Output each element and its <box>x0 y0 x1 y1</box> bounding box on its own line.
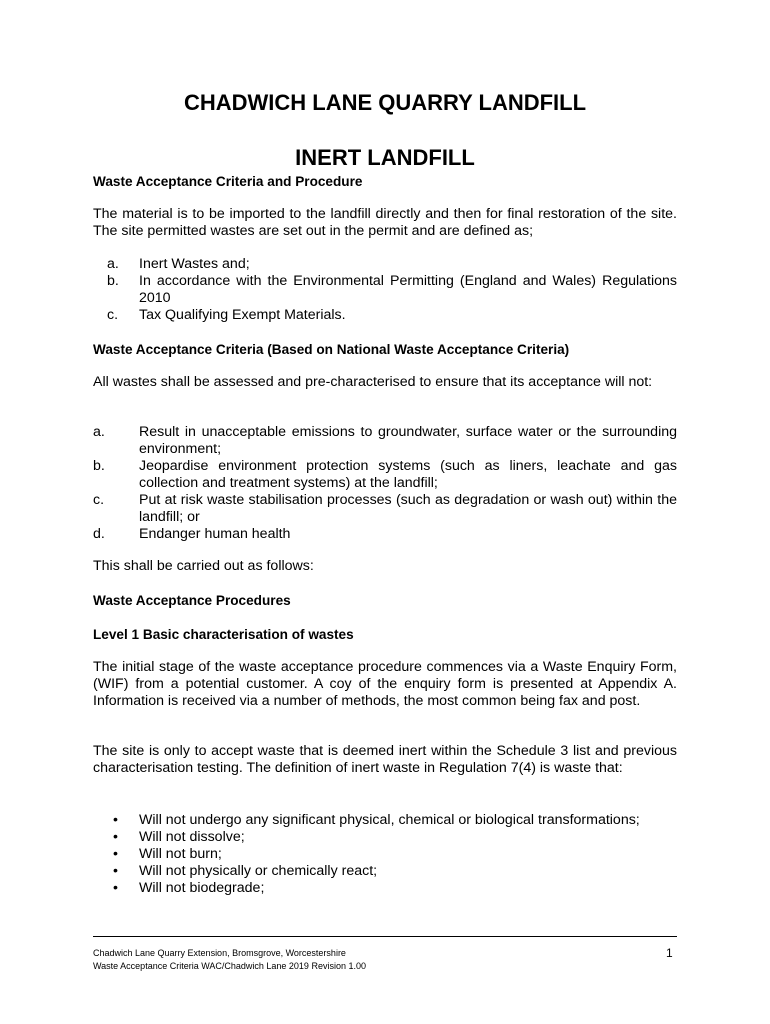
list-marker: d. <box>93 526 105 542</box>
list-marker: b. <box>107 273 119 289</box>
list-item-text: Will not undergo any significant physical, chemical or biological transformations; <box>139 812 640 828</box>
list-item <box>93 846 677 863</box>
inert-paragraph: The site is only to accept waste that is deemed inert within the Schedule 3 list and previous characterisation testing. The definition of inert waste in Regulation 7(4) is waste that: <box>93 743 677 776</box>
inert-bullet-list <box>93 812 677 897</box>
list-marker: a. <box>107 256 119 272</box>
list-item <box>93 273 677 307</box>
defined-list <box>93 256 677 324</box>
list-item-text: Jeopardise environment protection systems (such as liners, leachate and gas collection and treatment systems) at the landfill; <box>139 458 677 491</box>
level1-heading-block <box>93 626 677 643</box>
carried-out-text: This shall be carried out as follows: <box>93 558 314 574</box>
list-item-text: Result in unacceptable emissions to groundwater, surface water or the surrounding environment; <box>139 424 677 457</box>
list-marker: c. <box>93 492 105 508</box>
inert-paragraph-block <box>93 743 677 777</box>
intro-paragraph-block <box>93 206 677 240</box>
list-item-text: Will not dissolve; <box>139 829 245 845</box>
list-item-text: Endanger human health <box>139 526 291 542</box>
list-item-text: Put at risk waste stabilisation processes (such as degradation or wash out) within the landfill; or <box>139 492 677 525</box>
list-item-text: Will not biodegrade; <box>139 880 265 896</box>
list-item <box>93 307 677 324</box>
list-marker: a. <box>93 424 105 440</box>
list-item-text: Tax Qualifying Exempt Materials. <box>139 307 346 323</box>
list-item <box>93 812 677 829</box>
list-item <box>93 880 677 897</box>
level1-paragraph: The initial stage of the waste acceptance procedure commences via a Waste Enquiry Form, (WIF) from a potential customer. A coy of the enquiry form is presented at Appendix A. Information is received via a number of methods, the most common being fax and post. <box>93 659 677 709</box>
list-item-text: Will not physically or chemically react; <box>139 863 378 879</box>
list-marker: b. <box>93 458 105 474</box>
footer-line-1: Chadwich Lane Quarry Extension, Bromsgrove, Worcestershire <box>93 948 346 958</box>
procedures-heading: Waste Acceptance Procedures <box>93 593 291 608</box>
bullet-icon: • <box>113 863 118 879</box>
criteria-list <box>93 424 677 543</box>
intro-heading-block <box>93 173 677 190</box>
list-item-text: Will not burn; <box>139 846 222 862</box>
footer-line-2: Waste Acceptance Criteria WAC/Chadwich Lane 2019 Revision 1.00 <box>93 961 366 971</box>
level1-paragraph-block <box>93 659 677 710</box>
list-item <box>93 424 677 458</box>
criteria-paragraph-block <box>93 374 677 391</box>
carried-out-block <box>93 558 677 575</box>
document-subtitle: INERT LANDFILL <box>295 145 475 170</box>
list-marker: c. <box>107 307 119 323</box>
level1-heading: Level 1 Basic characterisation of wastes <box>93 627 354 642</box>
bullet-icon: • <box>113 829 118 845</box>
bullet-icon: • <box>113 812 118 828</box>
list-item <box>93 863 677 880</box>
criteria-heading: Waste Acceptance Criteria (Based on National Waste Acceptance Criteria) <box>93 342 570 357</box>
criteria-paragraph: All wastes shall be assessed and pre-characterised to ensure that its acceptance will not: <box>93 374 653 390</box>
page-number: 1 <box>666 946 673 960</box>
criteria-heading-block <box>93 341 677 358</box>
footer-divider <box>93 936 677 937</box>
list-item <box>93 492 677 526</box>
bullet-icon: • <box>113 880 118 896</box>
document-title: CHADWICH LANE QUARRY LANDFILL <box>183 90 587 115</box>
intro-heading: Waste Acceptance Criteria and Procedure <box>93 174 363 189</box>
list-item <box>93 458 677 492</box>
list-item-text: Inert Wastes and; <box>139 256 250 272</box>
bullet-icon: • <box>113 846 118 862</box>
list-item-text: In accordance with the Environmental Permitting (England and Wales) Regulations 2010 <box>139 273 677 306</box>
intro-paragraph: The material is to be imported to the landfill directly and then for final restoration of the site. The site permitted wastes are set out in the permit and are defined as; <box>93 206 677 239</box>
list-item <box>93 526 677 543</box>
procedures-heading-block <box>93 592 677 609</box>
list-item <box>93 829 677 846</box>
list-item <box>93 256 677 273</box>
